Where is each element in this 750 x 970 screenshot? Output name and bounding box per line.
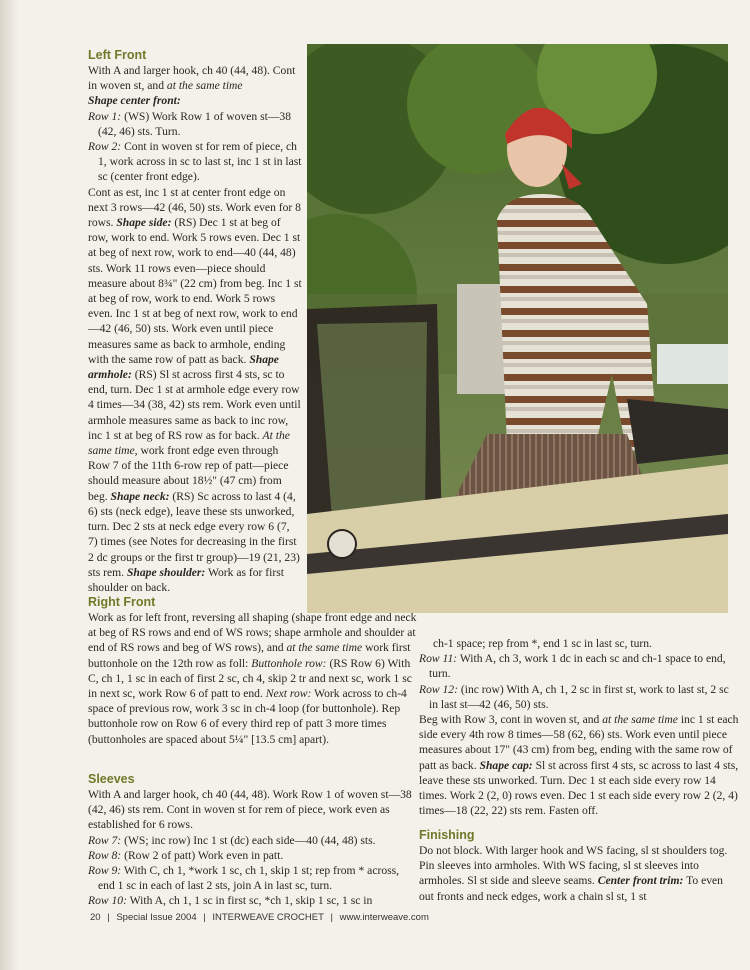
- sleeves-row9: Row 9: With C, ch 1, *work 1 sc, ch 1, skip 1 st; rep from * across, end 1 sc in each of last 2 sts, join A in last sc, turn.: [88, 864, 400, 893]
- left-front-heading: Left Front: [88, 48, 147, 62]
- left-front-section: [88, 47, 302, 595]
- photo-illustration: [307, 44, 728, 613]
- sleeves-intro: With A and larger hook, ch 40 (44, 48). Work Row 1 of woven st—38 (42, 46) sts rem. Cont in woven st for rem of piece, work even as established for 6 rows.: [88, 788, 412, 832]
- sleeves-row10-cont: ch-1 space; rep from *, end 1 sc in last sc, turn.: [433, 637, 652, 650]
- left-front-row1: Row 1: (WS) Work Row 1 of woven st—38 (42, 46) sts. Turn.: [88, 109, 292, 138]
- page-number: 20: [90, 912, 101, 923]
- sleeves-row10: Row 10: With A, ch 1, 1 sc in first sc, *ch 1, skip 1 sc, 1 sc in: [88, 894, 373, 908]
- magazine-name: INTERWEAVE CROCHET: [212, 912, 324, 923]
- page-gutter-shadow: [0, 0, 18, 970]
- sleeves-continued: [419, 636, 739, 818]
- website-url: www.interweave.com: [339, 912, 429, 923]
- finishing-heading: Finishing: [419, 828, 475, 842]
- sleeves-heading: Sleeves: [88, 772, 135, 786]
- sleeves-section: [88, 771, 418, 909]
- model-photo: [307, 44, 728, 613]
- sleeves-body: Beg with Row 3, cont in woven st, and at the same time inc 1 st each side every 4th row 8 times—58 (62, 66) sts. Work even until piece measures about 17" (43 cm) from beg, ending with the same row of patt as back. Shape cap: Sl st across first 4 sts, sc across to last 4 sts, leave these sts unworked. Turn. Dec 1 st each side every row 14 times. Work 2 (2, 0) rows even. Dec 1 st each side every row 2 (2, 4) times—18 (22, 22) sts rem. Fasten off.: [419, 713, 739, 818]
- left-front-row2: Row 2: Cont in woven st for rem of piece, ch 1, work across in sc to last st, inc 1 st in last sc (center front edge).: [88, 140, 302, 184]
- right-front-section: [88, 594, 418, 747]
- right-front-body: Work as for left front, reversing all shaping (shape front edge and neck at beg of RS rows and end of WS rows; shape armhole and shoulder at end of RS rows and beg of WS rows), and at the same time work first buttonhole on the 12th row as foll: Buttonhole row: (RS Row 6) With C, ch 1, 1 sc in each of first 2 sc, ch 4, skip 2 tr and next sc, work 1 sc in next sc, work Row 6 of patt to end. Next row: Work across to ch-4 space of previous row, work 3 sc in ch-4 loop (for buttonhole). Rep buttonhole row on Row 6 of every third rep of patt 3 more times (buttonholes are spaced about 5¼" [13.5 cm] apart).: [88, 611, 417, 746]
- sleeves-row7: Row 7: (WS; inc row) Inc 1 st (dc) each side—40 (44, 48) sts.: [88, 833, 376, 847]
- left-front-intro: With A and larger hook, ch 40 (44, 48). Cont in woven st, and at the same time Shape center front:: [88, 64, 296, 108]
- finishing-section: [419, 827, 739, 904]
- page-footer: 20 | Special Issue 2004 | INTERWEAVE CROCHET | www.interweave.com: [90, 912, 429, 923]
- left-front-body: Cont as est, inc 1 st at center front edge on next 3 rows—42 (46, 50) sts. Work even for 8 rows. Shape side: (RS) Dec 1 st at beg of row, work to end. Work 5 rows even. Dec 1 st at beg of next row, work to end—40 (44, 48) sts. Work 11 rows even—piece should measure about 8¾" (22 cm) from beg. Inc 1 st at beg of row, work to end. Work 5 rows even. Inc 1 st at beg of next row, work to end—42 (46, 50) sts. Work even until piece measures same as back to armhole, ending with the same row of patt as back. Shape armhole: (RS) Sl st across first 4 sts, sc to end, turn. Dec 1 st at armhole edge every row 4 times—34 (38, 42) sts rem. Work even until armhole measures same as back to inc row, inc 1 st at beg of RS row as for back. At the same time, work front edge even through Row 7 of the 11th 6-row rep of patt—piece should measure about 18½" (47 cm) from beg. Shape neck: (RS) Sc across to last 4 (4, 6) sts (neck edge), leave these sts unworked, turn. Dec 2 sts at neck edge every row 6 (7, 7) times (see Notes for decreasing in the first 2 dc groups or the first tr group)—19 (21, 23) sts rem. Shape shoulder: Work as for first shoulder on back.: [88, 185, 302, 594]
- sleeves-row11: Row 11: With A, ch 3, work 1 dc in each sc and ch-1 space to end, turn.: [419, 652, 726, 681]
- finishing-body: Do not block. With larger hook and WS facing, sl st shoulders tog. Pin sleeves into armholes. With WS facing, sl st sleeves into armholes. Sl st side and sleeve seams. Center front trim: To even out fronts and neck edges, work a chain sl st, 1 st: [419, 844, 728, 903]
- sleeves-row12: Row 12: (inc row) With A, ch 1, 2 sc in first st, work to last st, 2 sc in last st—42 (46, 50) sts.: [419, 682, 729, 711]
- sleeves-row8: Row 8: (Row 2 of patt) Work even in patt.: [88, 848, 284, 862]
- right-front-heading: Right Front: [88, 595, 156, 609]
- issue-label: Special Issue 2004: [116, 912, 197, 923]
